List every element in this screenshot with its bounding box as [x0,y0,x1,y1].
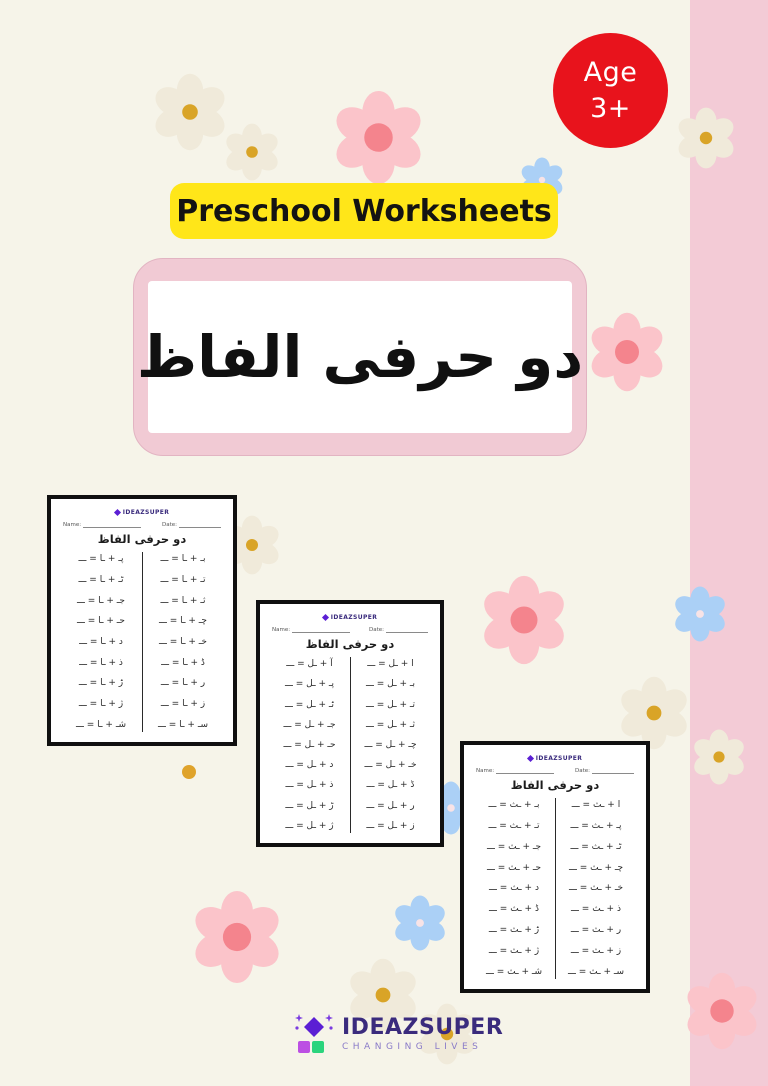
worksheet-preview-1 [47,495,237,746]
worksheet-preview-2 [256,600,444,847]
exercise-cell-left: حـ + ـا = ـــ [76,616,125,627]
exercise-cell-right: بـ + ـل = ـــ [365,679,416,690]
name-blank-line [292,627,350,633]
exercise-row [269,679,431,689]
exercise-cell-right: چـ + ـا = ـــ [158,616,207,627]
exercise-row [60,720,224,730]
date-blank-line [592,768,634,774]
flower-cream-icon [151,73,229,151]
worksheet-preview-3 [460,741,650,993]
exercise-cell-right: خـ + ـل = ـــ [364,760,417,771]
worksheet-title: دو حرفی الفاظ [510,778,600,792]
page-title: دو حرفی الفاظ [136,323,584,391]
exercise-row [60,575,224,585]
exercise-cell-left: ڈ + ـث = ـــ [489,904,539,915]
name-date-row [473,768,637,774]
name-label: Name: [63,522,82,528]
exercise-row [60,699,224,709]
name-date-row [60,522,224,528]
exercise-row [60,678,224,688]
exercise-row [269,821,431,831]
exercise-cell-right: سـ + ـث = ـــ [567,966,625,977]
exercise-cell-right: ڈ + ـا = ـــ [161,657,205,668]
age-badge-value: 3+ [590,92,631,124]
exercise-cell-right: ثـ + ـا = ـــ [160,595,206,606]
exercise-row [473,883,637,893]
exercise-cell-right: ر + ـث = ـــ [570,924,622,935]
exercise-grid [269,654,431,836]
name-label: Name: [476,768,495,774]
exercise-cell-right: ا + ـث = ـــ [571,800,621,811]
exercise-row [269,780,431,790]
date-label: Date: [369,627,384,633]
ideazsuper-logo-icon [293,1012,335,1056]
title-frame [133,258,587,456]
exercise-cell-left: شـ + ـث = ـــ [485,966,543,977]
exercise-grid [473,795,637,982]
exercise-cell-right: ز + ـث = ـــ [570,945,622,956]
exercise-cell-left: بـ + ـث = ـــ [488,800,540,811]
exercise-cell-right: تـ + ـا = ـــ [160,574,206,585]
exercise-cell-left: د + ـث = ـــ [489,883,539,894]
exercise-cell-left: د + ـل = ـــ [285,760,334,771]
exercise-cell-right: ا + ـل = ـــ [367,659,414,670]
exercise-row [473,967,637,977]
name-field [476,768,554,774]
banner-label: Preschool Worksheets [176,193,552,229]
exercise-cell-left: جـ + ـا = ـــ [76,595,125,606]
exercise-cell-left: ڑ + ـل = ـــ [285,800,334,811]
brand-name: IDEAZSUPER [342,1014,504,1040]
exercise-row [269,700,431,710]
age-badge-word: Age [583,57,638,89]
logo-diamond-icon [114,509,121,516]
exercise-cell-right: چـ + ـث = ـــ [568,862,624,873]
name-date-row [269,627,431,633]
exercise-cell-right: پـ + ـث = ـــ [570,821,622,832]
exercise-row [269,760,431,770]
date-field [369,627,428,633]
exercise-cell-right: بـ + ـا = ـــ [160,554,206,565]
name-blank-line [496,768,554,774]
flower-cream-icon [617,676,691,750]
exercise-cell-right: چـ + ـل = ـــ [364,739,417,750]
worksheet-logo [269,613,431,622]
flower-cream-icon [691,729,747,785]
exercise-cell-left: ٹـ + ـل = ـــ [284,699,335,710]
exercise-row [60,637,224,647]
flower-pink-icon [331,90,426,185]
exercise-cell-right: ذ + ـث = ـــ [571,904,621,915]
age-badge [553,33,668,148]
exercise-cell-left: پـ + ـا = ـــ [78,554,124,565]
exercise-row [269,720,431,730]
name-field [63,522,141,528]
exercise-row [473,800,637,810]
exercise-cell-left: پـ + ـل = ـــ [284,679,335,690]
exercise-cell-right: خـ + ـا = ـــ [158,636,207,647]
exercise-cell-right: ثـ + ـل = ـــ [365,719,416,730]
exercise-row [473,904,637,914]
preschool-banner [170,183,558,239]
yellow-dot-icon [182,765,196,779]
exercise-row [60,596,224,606]
worksheet-brand: IDEAZSUPER [330,614,378,621]
flower-blue-icon [672,586,728,642]
flower-cream-icon [223,123,281,181]
exercise-cell-left: جـ + ـث = ـــ [486,841,542,852]
logo-diamond-icon [322,614,329,621]
flower-pink-icon [683,972,761,1050]
exercise-row [473,821,637,831]
date-blank-line [179,522,221,528]
exercise-cell-left: حـ + ـث = ـــ [486,862,542,873]
brand-text-block [342,1014,504,1052]
name-blank-line [83,522,141,528]
title-card [136,281,584,433]
date-field [575,768,634,774]
date-blank-line [386,627,428,633]
date-label: Date: [162,522,177,528]
exercise-row [60,616,224,626]
exercise-cell-left: ژ + ـا = ـــ [78,698,124,709]
flower-blue-icon [392,895,448,951]
exercise-row [60,658,224,668]
exercise-cell-right: خـ + ـث = ـــ [568,883,624,894]
flower-pink-icon [587,312,667,392]
date-field [162,522,221,528]
flower-cream-icon [675,107,737,169]
exercise-cell-left: ذ + ـا = ـــ [79,657,123,668]
exercise-cell-left: شـ + ـا = ـــ [76,719,126,730]
exercise-row [473,842,637,852]
exercise-cell-right: ر + ـا = ـــ [160,678,206,689]
exercise-row [269,801,431,811]
flower-pink-icon [479,575,569,665]
exercise-row [269,659,431,669]
exercise-cell-left: جـ + ـل = ـــ [283,719,336,730]
name-label: Name: [272,627,291,633]
exercise-cell-right: ٹـ + ـث = ـــ [570,841,622,852]
logo-diamond-icon [527,755,534,762]
exercise-row [269,740,431,750]
exercise-cell-left: ژ + ـل = ـــ [285,820,334,831]
exercise-cell-left: حـ + ـل = ـــ [283,739,336,750]
exercise-row [473,863,637,873]
exercise-cell-right: تـ + ـل = ـــ [365,699,416,710]
exercise-cell-right: ز + ـا = ـــ [160,698,206,709]
exercise-cell-left: ذ + ـل = ـــ [285,780,334,791]
name-field [272,627,350,633]
worksheet-logo [60,508,224,517]
exercise-grid [60,549,224,735]
exercise-cell-left: ژ + ـث = ـــ [488,945,540,956]
worksheet-title: دو حرفی الفاظ [97,532,187,546]
exercise-cell-right: سـ + ـا = ـــ [158,719,208,730]
exercise-cell-left: د + ـا = ـــ [79,636,123,647]
brand-tagline: CHANGING LIVES [342,1041,483,1052]
exercise-cell-left: ڑ + ـا = ـــ [78,678,124,689]
exercise-cell-left: ٹـ + ـا = ـــ [78,574,124,585]
exercise-row [473,925,637,935]
exercise-cell-left: آ + ـل = ـــ [286,659,333,670]
exercise-cell-right: ر + ـل = ـــ [366,800,415,811]
worksheet-title: دو حرفی الفاظ [305,637,395,651]
flower-pink-icon [190,890,284,984]
exercise-cell-left: تـ + ـث = ـــ [488,821,540,832]
date-label: Date: [575,768,590,774]
exercise-cell-left: ڑ + ـث = ـــ [488,924,540,935]
worksheet-brand: IDEAZSUPER [535,755,583,762]
exercise-cell-right: ز + ـل = ـــ [366,820,415,831]
worksheet-logo [473,754,637,763]
worksheet-brand: IDEAZSUPER [122,509,170,516]
ideazsuper-logo [293,1012,503,1056]
exercise-row [60,554,224,564]
exercise-cell-right: ڈ + ـل = ـــ [366,780,415,791]
exercise-row [473,946,637,956]
